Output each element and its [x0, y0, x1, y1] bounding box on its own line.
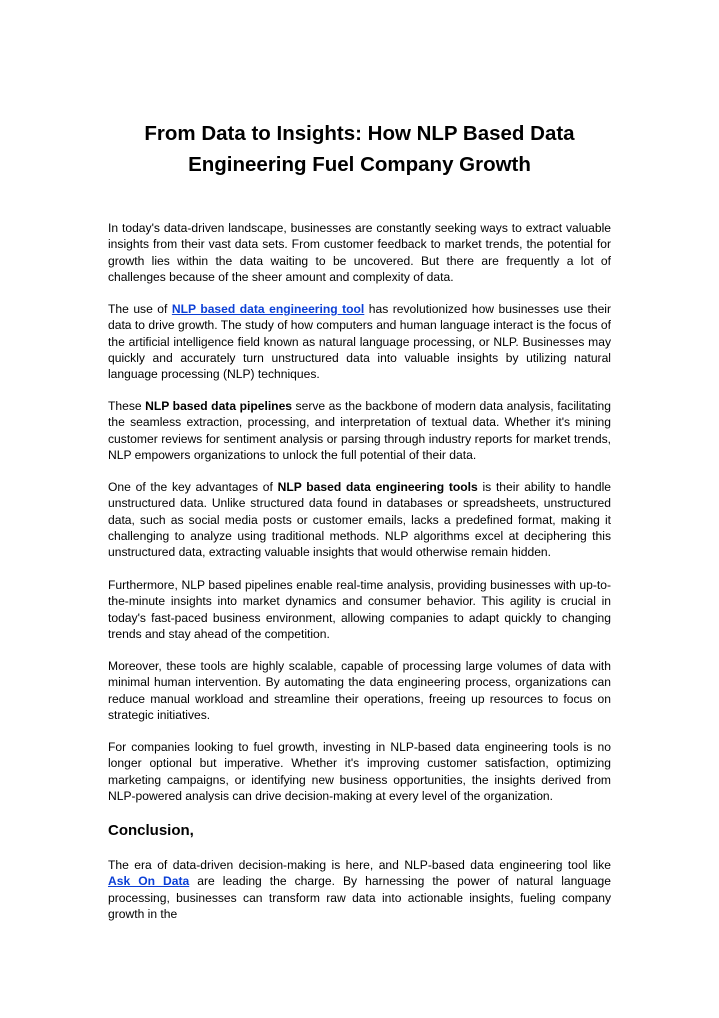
paragraph-text: has revolutionized how businesses use their data to drive growth. The study of how computers and human language interact is the focus of the artificial intelligence field known as natural language processing, or NLP. Businesses may quickly and accurately turn unstructured data into valuable insights by utilizing natural language processing (NLP) techniques.	[108, 302, 612, 382]
ask-on-data-link[interactable]: Ask On Data	[108, 874, 190, 889]
paragraph-realtime: Furthermore, NLP based pipelines enable real-time analysis, providing businesses with up-to-the-minute insights into market dynamics and consumer behavior. This agility is crucial in today's fast-paced business environment, allowing companies to adapt quickly to changing trends and stay ahead of the competition.	[108, 578, 611, 641]
paragraph-advantages	[108, 479, 611, 560]
paragraph-text: One of the key advantages of	[108, 480, 278, 494]
paragraph-text: serve as the backbone of modern data analysis, facilitating the seamless extraction, processing, and interpretation of textual data. Whether it's mining customer reviews for sentiment analysis or parsing through industry reports for market trends, NLP empowers organizations to unlock the full potential of their data.	[108, 399, 611, 462]
bold-term: NLP based data engineering tools	[277, 480, 478, 494]
paragraph-growth: For companies looking to fuel growth, investing in NLP-based data engineering tools is no longer optional but imperative. Whether it's improving customer satisfaction, optimizing marketing campaigns, or identifying new business opportunities, the insights derived from NLP-powered analysis can drive decision-making at every level of the organization.	[108, 740, 611, 803]
paragraph-text: The use of	[108, 302, 172, 316]
bold-term: NLP based data pipelines	[145, 399, 293, 413]
paragraph-conclusion	[108, 857, 611, 922]
document-title: From Data to Insights: How NLP Based Data Engineering Fuel Company Growth	[144, 122, 575, 176]
paragraph-text: These	[108, 399, 146, 413]
paragraph-intro: In today's data-driven landscape, businesses are constantly seeking ways to extract valuable insights from their vast data sets. From customer feedback to market trends, the potential for growth lies within the data waiting to be uncovered. But there are frequently a lot of challenges because of the sheer amount and complexity of data.	[108, 221, 611, 284]
paragraph-text: is their ability to handle unstructured data. Unlike structured data found in databases or spreadsheets, unstructured data, such as social media posts or customer emails, lacks a predefined format, making it challenging to analyze using traditional methods. NLP algorithms excel at deciphering this unstructured data, extracting valuable insights that would otherwise remain hidden.	[108, 480, 611, 560]
paragraph-pipelines	[108, 398, 611, 463]
paragraph-scalable: Moreover, these tools are highly scalable, capable of processing large volumes of data with minimal human intervention. By automating the data engineering process, organizations can reduce manual workload and streamline their operations, freeing up resources to focus on strategic initiatives.	[108, 659, 611, 722]
paragraph-text: are leading the charge. By harnessing the power of natural language processing, businesses can transform raw data into actionable insights, fueling company growth in the	[108, 874, 611, 921]
paragraph-text: The era of data-driven decision-making is here, and NLP-based data engineering tool like	[108, 858, 611, 872]
conclusion-heading: Conclusion,	[108, 822, 194, 839]
nlp-tool-link[interactable]: NLP based data engineering tool	[171, 302, 365, 316]
paragraph-nlp-tool	[108, 301, 611, 382]
